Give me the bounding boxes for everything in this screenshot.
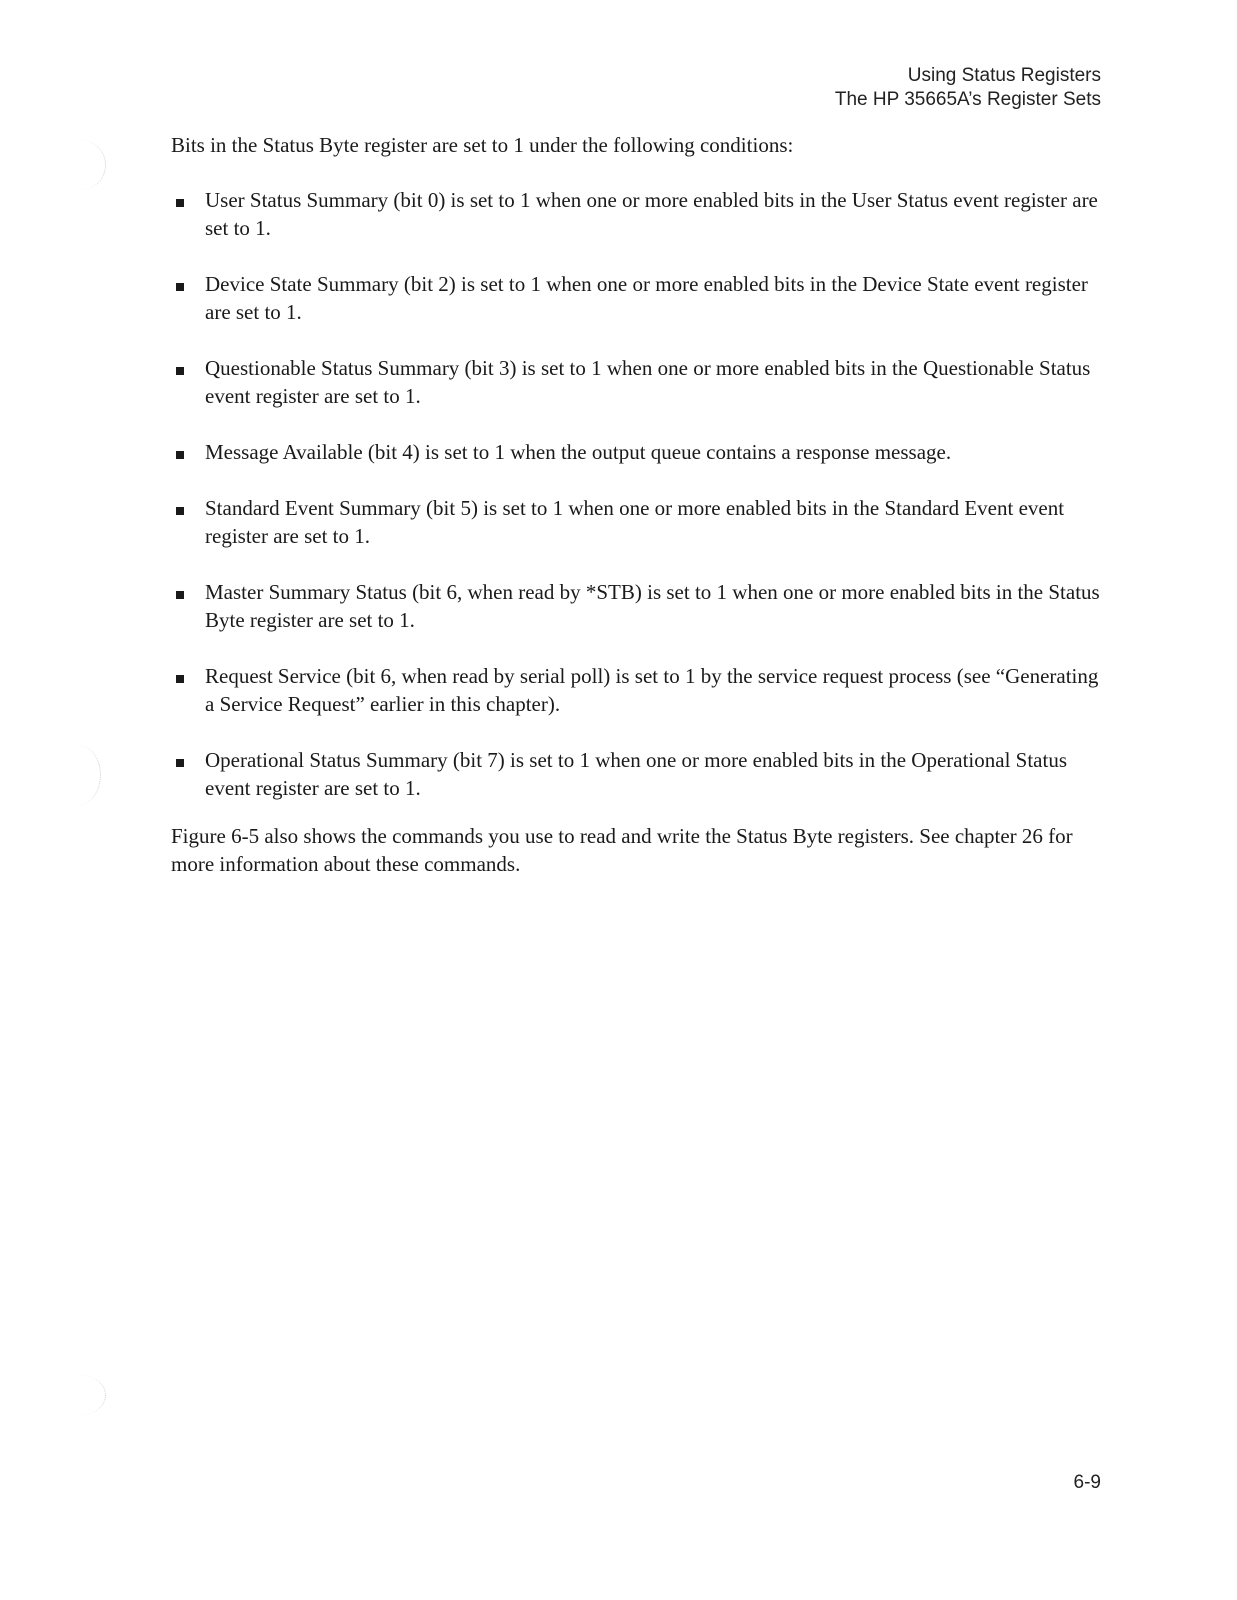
list-item-text: Master Summary Status (bit 6, when read by *STB) is set to 1 when one or more enabled bits in the Status Byte register are set to 1. xyxy=(205,580,1100,632)
status-bit-list xyxy=(171,186,1106,830)
list-item xyxy=(171,662,1106,718)
list-item-text: Questionable Status Summary (bit 3) is set to 1 when one or more enabled bits in the Questionable Status event register are set to 1. xyxy=(205,356,1091,408)
list-item xyxy=(171,438,1106,466)
bullet-icon xyxy=(176,199,184,207)
list-item xyxy=(171,186,1106,242)
list-item xyxy=(171,578,1106,634)
bullet-icon xyxy=(176,367,184,375)
list-item xyxy=(171,494,1106,550)
bullet-icon xyxy=(176,507,184,515)
list-item-text: Request Service (bit 6, when read by serial poll) is set to 1 by the service request process (see “Generating a Service Request” earlier in this chapter). xyxy=(205,664,1099,716)
bullet-icon xyxy=(176,283,184,291)
scan-artifact xyxy=(55,1375,106,1415)
closing-paragraph: Figure 6-5 also shows the commands you use to read and write the Status Byte registers. See chapter 26 for more information about these commands. xyxy=(171,824,1073,876)
list-item-text: Standard Event Summary (bit 5) is set to 1 when one or more enabled bits in the Standard Event event register are set to 1. xyxy=(205,496,1065,548)
page-number: 6-9 xyxy=(1073,1472,1101,1493)
list-item-text: Operational Status Summary (bit 7) is set to 1 when one or more enabled bits in the Operational Status event register are set to 1. xyxy=(205,748,1067,800)
list-item-text: User Status Summary (bit 0) is set to 1 when one or more enabled bits in the User Status event register are set to 1. xyxy=(205,188,1098,240)
bullet-icon xyxy=(176,675,184,683)
scan-artifact xyxy=(55,140,106,190)
list-item xyxy=(171,270,1106,326)
list-item-text: Message Available (bit 4) is set to 1 when the output queue contains a response message. xyxy=(205,440,952,464)
intro-paragraph: Bits in the Status Byte register are set to 1 under the following conditions: xyxy=(171,133,794,157)
scan-artifact xyxy=(55,745,101,805)
bullet-icon xyxy=(176,451,184,459)
header-section-title: Using Status Registers xyxy=(907,65,1101,86)
header-subsection-title: The HP 35665A’s Register Sets xyxy=(834,89,1101,110)
list-item xyxy=(171,746,1106,802)
bullet-icon xyxy=(176,759,184,767)
running-header xyxy=(835,64,1101,112)
list-item xyxy=(171,354,1106,410)
bullet-icon xyxy=(176,591,184,599)
list-item-text: Device State Summary (bit 2) is set to 1 when one or more enabled bits in the Device State event register are set to 1. xyxy=(205,272,1088,324)
